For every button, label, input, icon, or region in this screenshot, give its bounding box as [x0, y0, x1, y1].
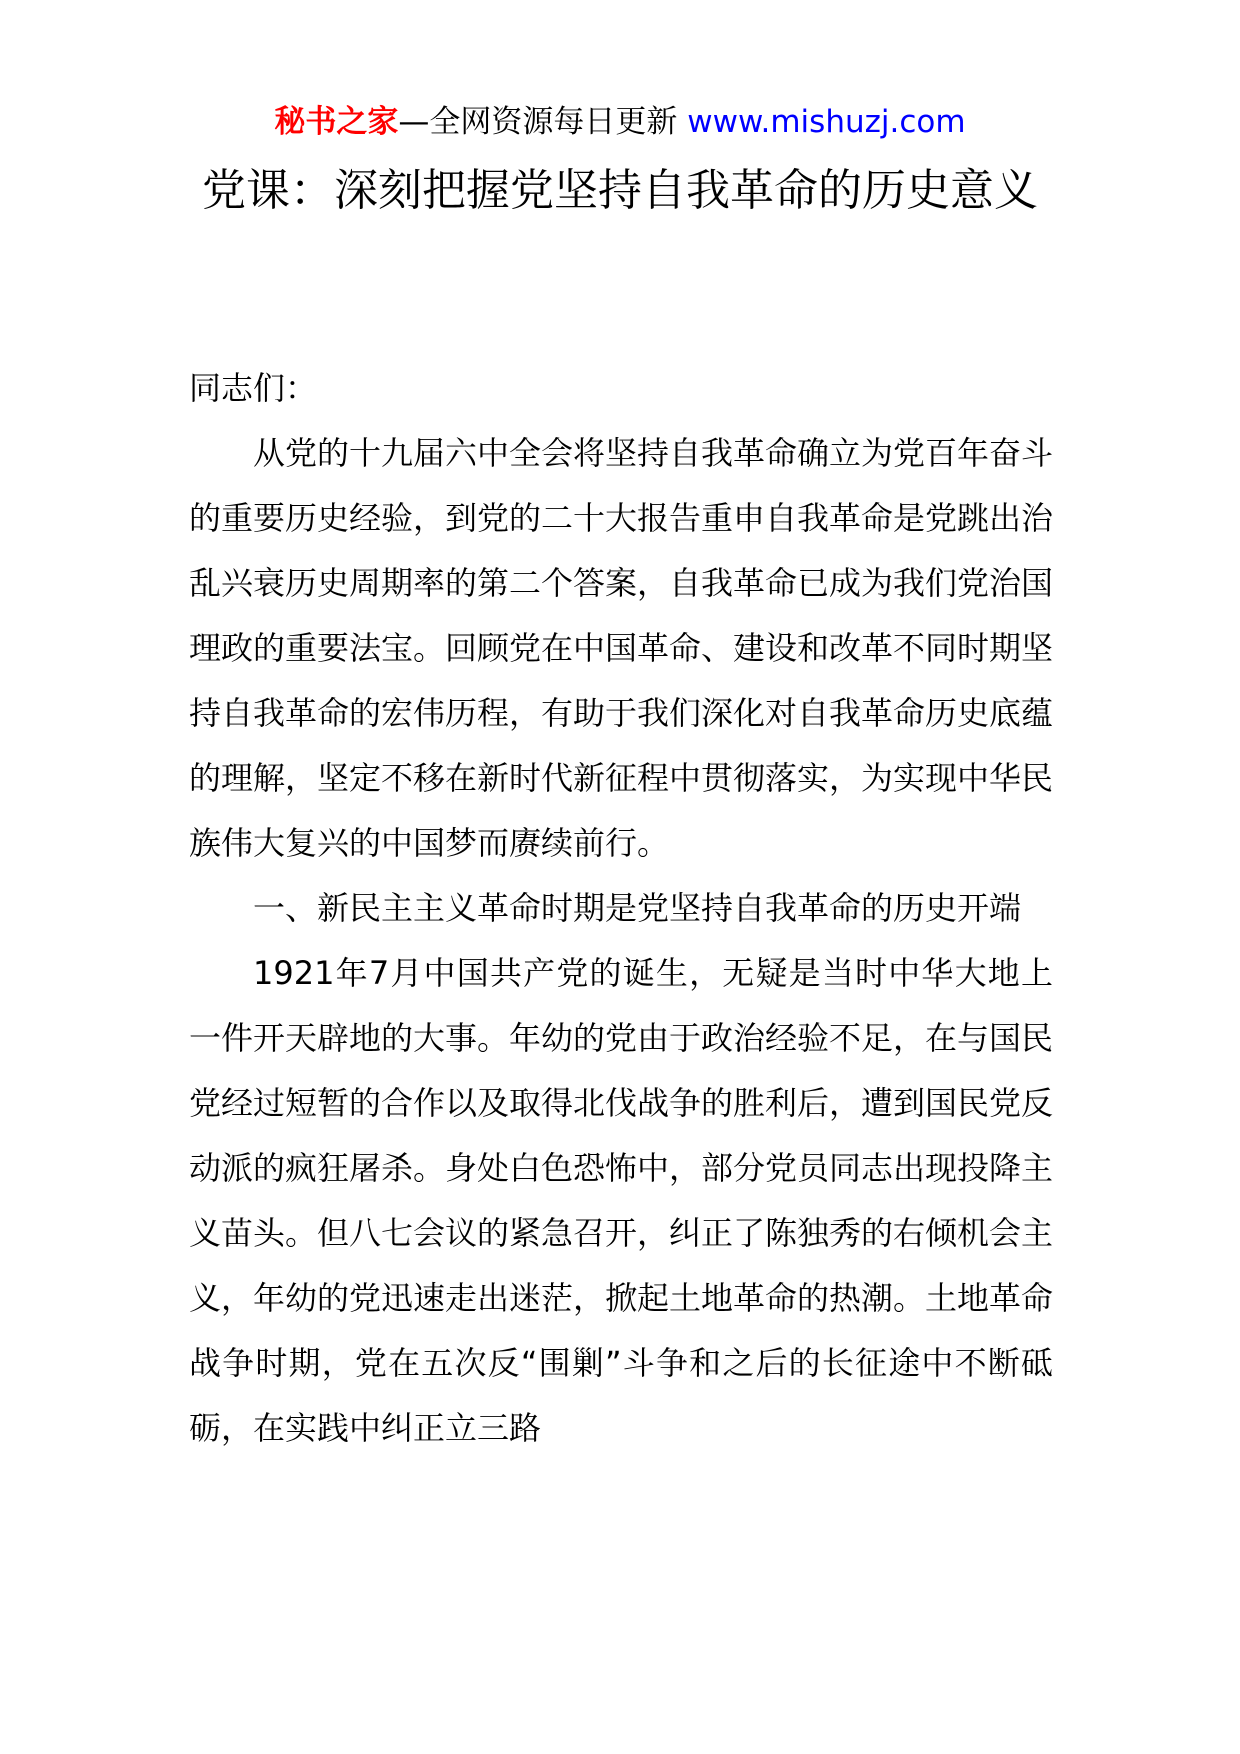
site-name: 秘书之家: [274, 104, 399, 140]
section-heading: 一、新民主主义革命时期是党坚持自我革命的历史开端: [253, 889, 1022, 927]
site-tagline: —全网资源每日更新: [398, 104, 688, 140]
site-url-link[interactable]: www.mishuzj.com: [687, 104, 966, 140]
document-body: [189, 356, 1053, 1461]
site-header: [0, 100, 1240, 144]
greeting: 同志们：: [189, 369, 318, 407]
paragraph-body: 1921年7月中国共产党的诞生，无疑是当时中华大地上一件开天辟地的大事。年幼的党由于政治经验不足，在与国民党经过短暂的合作以及取得北伐战争的胜利后，遭到国民党反动派的疯狂屠杀。身处白色恐怖中，部分党员同志出现投降主义苗头。但八七会议的紧急召开，纠正了陈独秀的右倾机会主义，年幼的党迅速走出迷茫，掀起土地革命的热潮。土地革命战争时期，党在五次反“围剿”斗争和之后的长征途中不断砥砺，在实践中纠正立三路: [189, 954, 1054, 1447]
document-title: 党课：深刻把握党坚持自我革命的历史意义: [202, 165, 1038, 216]
paragraph-intro: 从党的十九届六中全会将坚持自我革命确立为党百年奋斗的重要历史经验，到党的二十大报告重申自我革命是党跳出治乱兴衰历史周期率的第二个答案，自我革命已成为我们党治国理政的重要法宝。回顾党在中国革命、建设和改革不同时期坚持自我革命的宏伟历程，有助于我们深化对自我革命历史底蕴的理解，坚定不移在新时代新征程中贯彻落实，为实现中华民族伟大复兴的中国梦而赓续前行。: [189, 434, 1054, 862]
